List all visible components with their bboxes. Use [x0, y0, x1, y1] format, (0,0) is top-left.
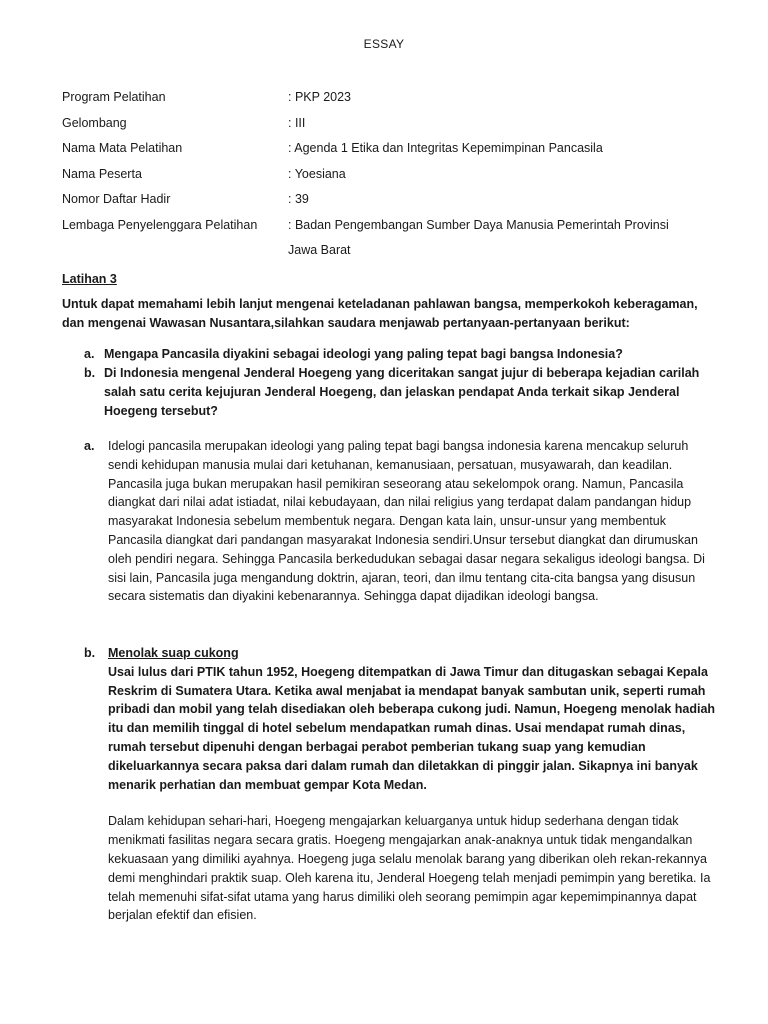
- answer-paragraph-1: Usai lulus dari PTIK tahun 1952, Hoegeng ditempatkan di Jawa Timur dan ditugaskan sebagai Kepala Reskrim di Sumatera Utara. Ketika awal menjabat ia mendapat banyak sambutan unik, seperti rumah pribadi dan mobil yang telah disediakan oleh beberapa cukong judi. Namun, Hoegeng menolak hadiah itu dan memilih tinggal di hotel sebelum mendapatkan rumah dinas. Usai mendapat rumah dinas, rumah tersebut dipenuhi dengan berbagai perabot pemberian tukang suap yang kemudian dikeluarkannya secara paksa dari dalam rumah dan diletakkan di pinggir jalan. Sikapnya ini banyak menarik perhatian dan membuat gempar Kota Medan.: [108, 664, 716, 792]
- meta-value-line: : Badan Pengembangan Sumber Daya Manusia Pemerintah Provinsi: [288, 217, 669, 232]
- answer-text: Idelogi pancasila merupakan ideologi yang paling tepat bagi bangsa indonesia karena mencakup seluruh sendi kehidupan manusia mulai dari ketuhanan, kemanusiaan, persatuan, musyawarah, dan keadilan. Pancasila juga bukan merupakan hasil pemikiran seseorang atau sekelompok orang. Namun, Pancasila diangkat dari nilai adat istiadat, nilai kebudayaan, dan nilai religius yang terdapat dalam pandangan hidup masyarakat Indonesia sebelum membentuk negara. Dengan kata lain, unsur-unsur yang membentuk Pancasila diangkat dari pandangan masyarakat Indonesia sendiri.Unsur tersebut diangkat dan dirumuskan oleh pendiri negara. Sehingga Pancasila berkedudukan sebagai dasar negara sekaligus ideologi bangsa. Di sisi lain, Pancasila juga mengandung doktrin, ajaran, teori, dan ilmu tentang cita-cita bangsa yang disusun secara sistematis dan diyakini kebenarannya. Sehingga dapat dijadikan ideologi bangsa.: [108, 439, 705, 604]
- meta-row-program: [62, 88, 722, 114]
- meta-value: : 39: [288, 192, 309, 207]
- question-item: [84, 364, 724, 421]
- question-text: Di Indonesia mengenal Jenderal Hoegeng yang diceritakan sangat jujur di beberapa kejadian carilah salah satu cerita kejujuran Jenderal Hoegeng, dan jelaskan pendapat Anda terkait sikap Jenderal Hoegeng tersebut?: [104, 366, 700, 418]
- section-heading: Latihan 3: [62, 272, 117, 286]
- meta-value: : III: [288, 115, 306, 130]
- meta-row-nomor-hadir: [62, 190, 722, 216]
- intro-paragraph: Untuk dapat memahami lebih lanjut mengenai keteladanan pahlawan bangsa, memperkokoh keberagaman, dan mengenai Wawasan Nusantara,silahkan saudara menjawab pertanyaan-pertanyaan berikut:: [62, 297, 698, 330]
- meta-value: : PKP 2023: [288, 90, 352, 104]
- meta-value: : Yoesiana: [288, 166, 346, 181]
- meta-row-peserta: [62, 165, 722, 191]
- meta-label: Program Pelatihan: [62, 90, 166, 104]
- question-marker: a.: [84, 347, 95, 361]
- meta-label: Gelombang: [62, 115, 127, 130]
- answer-marker: b.: [84, 646, 96, 660]
- meta-row-lembaga: [62, 216, 722, 260]
- meta-row-mata-pelatihan: [62, 139, 722, 165]
- question-item: [84, 345, 724, 364]
- answer-subheading: Menolak suap cukong: [108, 646, 239, 660]
- meta-label: Nama Mata Pelatihan: [62, 141, 183, 156]
- answer-b: [84, 644, 718, 925]
- question-marker: b.: [84, 366, 96, 380]
- meta-label: Lembaga Penyelenggara Pelatihan: [62, 217, 258, 232]
- answer-a: [84, 437, 718, 606]
- meta-row-gelombang: [62, 114, 722, 140]
- answer-marker: a.: [84, 439, 95, 453]
- meta-label: Nomor Daftar Hadir: [62, 192, 171, 207]
- meta-value: : Agenda 1 Etika dan Integritas Kepemimpinan Pancasila: [288, 141, 603, 156]
- meta-value-continuation: Jawa Barat: [288, 242, 351, 257]
- document-title: ESSAY: [363, 37, 405, 51]
- question-text: Mengapa Pancasila diyakini sebagai ideologi yang paling tepat bagi bangsa Indonesia?: [104, 347, 623, 361]
- meta-value: [288, 216, 728, 259]
- meta-table: [62, 88, 722, 260]
- answer-paragraph-2: Dalam kehidupan sehari-hari, Hoegeng mengajarkan keluarganya untuk hidup sederhana dengan tidak menikmati fasilitas negara secara gratis. Hoegeng mengajarkan anak-anaknya untuk tidak mengandalkan kekuasaan yang dimiliki ayahnya. Hoegeng juga selalu menolak barang yang diberikan oleh rekan-rekannya demi menghindari praktik suap. Oleh karena itu, Jenderal Hoegeng telah menjadi pemimpin yang beretika. Ia telah memenuhi sifat-sifat utama yang harus dimiliki oleh seorang pemimpin agar kepemimpinannya dapat berjalan efektif dan efisien.: [108, 814, 711, 923]
- meta-label: Nama Peserta: [62, 166, 142, 181]
- question-list: [84, 345, 724, 421]
